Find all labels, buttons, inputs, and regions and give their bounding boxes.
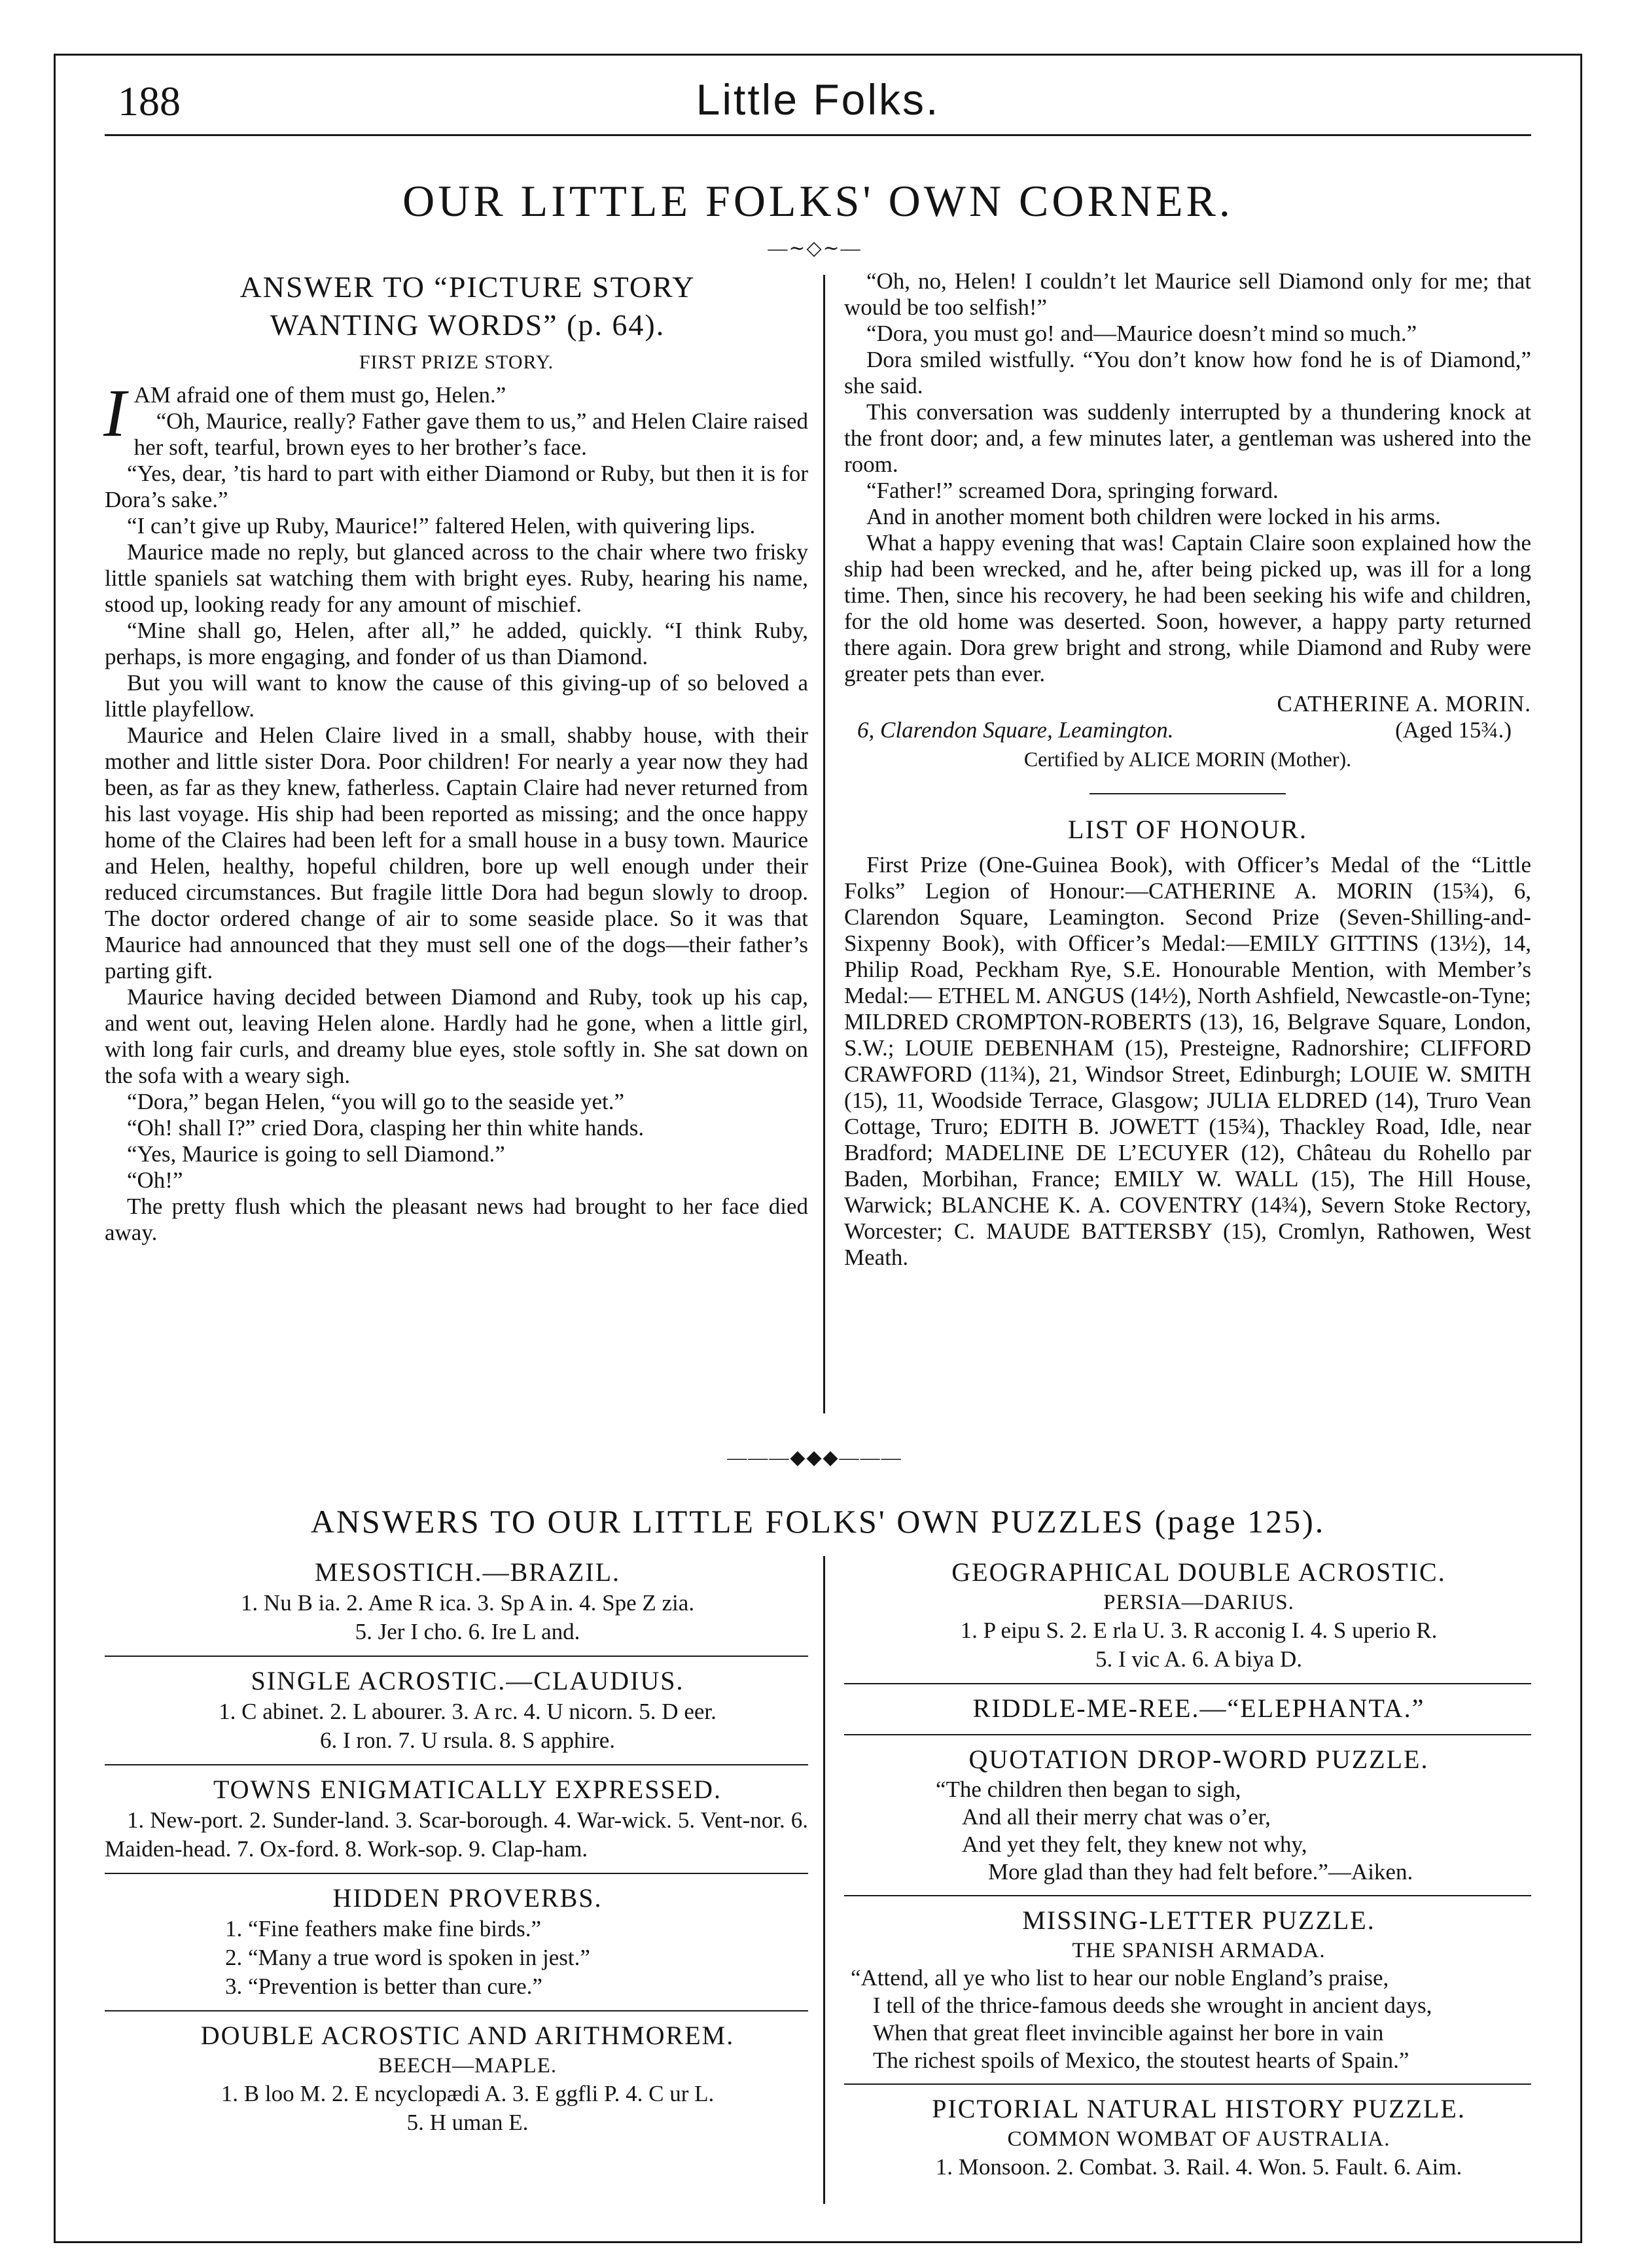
page-number: 188 <box>118 78 181 124</box>
puzzle-title: MESOSTICH.—BRAZIL. <box>314 1557 621 1587</box>
story-paragraph: “Mine shall go, Helen, after all,” he added, quickly. “I think Ruby, perhaps, is more engaging, and fonder of us than Diamond. <box>105 618 808 669</box>
story-paragraph: “I can’t give up Ruby, Maurice!” faltered Helen, with quivering lips. <box>127 513 756 539</box>
puzzle-rule <box>844 1683 1531 1684</box>
story-paragraph: “Father!” screamed Dora, springing forward. <box>866 478 1279 503</box>
verse-line: And all their merry chat was o’er, <box>962 1804 1271 1830</box>
story-author: CATHERINE A. MORIN. <box>1277 691 1531 717</box>
puzzle-rule <box>105 1656 808 1657</box>
story-address-line <box>844 717 1531 743</box>
puzzle-title: GEOGRAPHICAL DOUBLE ACROSTIC. <box>951 1557 1446 1587</box>
section-title: OUR LITTLE FOLKS' OWN CORNER. <box>402 176 1233 226</box>
story-paragraph: And in another moment both children were locked in his arms. <box>866 504 1441 529</box>
header-rule <box>105 134 1531 136</box>
puzzle-rule <box>844 1734 1531 1735</box>
story-paragraph: Maurice having decided between Diamond and Ruby, took up his cap, and went out, leaving Helen alone. Hardly had he gone, when a little girl, with long fair curls, and dreamy blue eyes, stole softly in. She sat down on the sofa with a weary sigh. <box>105 984 808 1088</box>
story-paragraph: But you will want to know the cause of this giving-up of so beloved a little playfellow. <box>105 670 808 722</box>
story-paragraph: What a happy evening that was! Captain Claire soon explained how the ship had been wrecked, and he, after being picked up, was ill for a long time. Then, since his recovery, he had been seeking his wife and children, for the old home was deserted. Soon, however, a happy party returned there again. Dora grew bright and strong, while Diamond and Ruby were greater pets than ever. <box>844 530 1531 686</box>
puzzle-rule <box>105 1764 808 1765</box>
verse-line: The richest spoils of Mexico, the stoutest hearts of Spain.” <box>873 2047 1409 2073</box>
puzzle-answer: 5. Jer I cho. 6. Ire L and. <box>355 1619 580 1644</box>
story-age: (Aged 15¾.) <box>1395 717 1512 743</box>
puzzle-subtitle: THE SPANISH ARMADA. <box>1072 1939 1326 1962</box>
puzzle-subtitle: COMMON WOMBAT OF AUSTRALIA. <box>1007 2127 1391 2151</box>
story-right-column <box>844 268 1531 1271</box>
section-divider-ornament: ———◆◆◆——— <box>727 1447 902 1468</box>
verse-line: More glad than they had felt before.”—Aiken. <box>988 1859 1413 1885</box>
story-paragraph: “Dora,” began Helen, “you will go to the seaside yet.” <box>127 1089 625 1114</box>
verse-line: I tell of the thrice-famous deeds she wrought in ancient days, <box>873 1993 1432 2018</box>
drop-cap: I <box>103 376 126 451</box>
answers-right-column <box>844 1556 1531 2182</box>
puzzle-answer: 1. B loo M. 2. E ncyclopædi A. 3. E ggfli P. 4. C ur L. <box>221 2081 715 2106</box>
title-ornament: —∼◇∼— <box>768 238 862 259</box>
puzzle-title: QUOTATION DROP-WORD PUZZLE. <box>968 1745 1429 1774</box>
puzzle-answer: 5. H uman E. <box>406 2110 529 2135</box>
puzzle-title: DOUBLE ACROSTIC AND ARITHMOREM. <box>200 2021 735 2050</box>
puzzle-subtitle: PERSIA—DARIUS. <box>1103 1591 1294 1614</box>
puzzle-answer: 1. P eipu S. 2. E rla U. 3. R acconig I. 4. S uperio R. <box>960 1618 1438 1643</box>
story-paragraph: “Oh, no, Helen! I couldn’t let Maurice sell Diamond only for me; that would be too selfish!” <box>844 268 1531 320</box>
puzzle-answer: 2. “Many a true word is spoken in jest.” <box>225 1945 590 1970</box>
column-divider-top <box>823 275 825 1413</box>
story-address: 6, Clarendon Square, Leamington. <box>857 717 1174 743</box>
puzzle-answer: 6. I ron. 7. U rsula. 8. S apphire. <box>319 1728 616 1753</box>
honour-heading: LIST OF HONOUR. <box>1068 815 1307 844</box>
story-paragraph: Maurice and Helen Claire lived in a small, shabby house, with their mother and little sister Dora. Poor children! For nearly a year now they had been, as far as they knew, fatherless. Captain Claire had never returned from his last voyage. His ship had been reported as missing; and the once happy home of the Claires had been left for a small house in a busy town. Maurice and Helen, healthy, hopeful children, bore up well enough under their reduced circumstances. But fragile little Dora had begun slowly to droop. The doctor ordered change of air to some seaside place. So it was that Maurice had announced that they must sell one of the dogs—their father’s parting gift. <box>105 722 808 983</box>
answers-heading: ANSWERS TO OUR LITTLE FOLKS' OWN PUZZLES (page 125). <box>310 1503 1326 1540</box>
story-paragraph: AM afraid one of them must go, Helen.” <box>133 382 506 408</box>
verse-line: “The children then began to sigh, <box>936 1777 1241 1802</box>
puzzle-rule <box>105 2010 808 2011</box>
story-left-column <box>105 268 808 1246</box>
page-header <box>105 73 1531 132</box>
story-heading-line1: ANSWER TO “PICTURE STORY <box>239 270 696 304</box>
story-heading-line2: WANTING WORDS” (p. 64). <box>270 308 665 342</box>
puzzle-title: RIDDLE-ME-REE.—“ELEPHANTA.” <box>972 1693 1425 1723</box>
verse-line: And yet they felt, they knew not why, <box>962 1832 1307 1857</box>
puzzle-answer: 3. “Prevention is better than cure.” <box>225 1974 542 1999</box>
verse-line: When that great fleet invincible against her bore in vain <box>873 2020 1384 2046</box>
story-paragraph: “Yes, Maurice is going to sell Diamond.” <box>127 1141 505 1167</box>
puzzle-subtitle: BEECH—MAPLE. <box>378 2054 558 2078</box>
story-subheading: FIRST PRIZE STORY. <box>359 351 554 373</box>
puzzle-answer: 1. New-port. 2. Sunder-land. 3. Scar-borough. 4. War-wick. 5. Vent-nor. 6. Maiden-head. 7. Ox-ford. 8. Work-sop. 9. Clap-ham. <box>105 1807 808 1862</box>
story-paragraph: “Oh, Maurice, really? Father gave them to us,” and Helen Claire raised her soft, tearful, brown eyes to her brother’s face. <box>133 408 808 460</box>
puzzle-title: SINGLE ACROSTIC.—CLAUDIUS. <box>251 1666 684 1695</box>
puzzle-rule <box>105 1873 808 1874</box>
story-paragraph: “Oh! shall I?” cried Dora, clasping her thin white hands. <box>127 1115 645 1141</box>
honour-rule <box>1090 793 1286 794</box>
puzzle-answer: 5. I vic A. 6. A biya D. <box>1095 1646 1302 1672</box>
puzzle-answer: 1. “Fine feathers make fine birds.” <box>225 1916 542 1941</box>
story-paragraph: Dora smiled wistfully. “You don’t know how fond he is of Diamond,” she said. <box>844 347 1531 399</box>
story-paragraph: The pretty flush which the pleasant news had brought to her face died away. <box>105 1194 808 1245</box>
story-paragraph: “Oh!” <box>127 1167 183 1193</box>
honour-list: First Prize (One-Guinea Book), with Officer’s Medal of the “Little Folks” Legion of Honour:—CATHERINE A. MORIN (15¾), 6, Clarendon Square, Leamington. Second Prize (Seven-Shilling-and-Sixpenny Book), with Officer’s Medal:—EMILY GITTINS (13½), 14, Philip Road, Peckham Rye, S.E. Honourable Mention, with Member’s Medal:— ETHEL M. ANGUS (14½), North Ashfield, Newcastle-on-Tyne; MILDRED CROMPTON-ROBERTS (13), 16, Belgrave Square, London, S.W.; LOUIE DEBENHAM (15), Presteigne, Radnorshire; CLIFFORD CRAWFORD (11¾), 21, Windsor Street, Edinburgh; LOUIE W. SMITH (15), 11, Woodside Terrace, Glasgow; JULIA ELDRED (14), Truro Vean Cottage, Truro; EDITH B. JOWETT (15¾), Thackley Road, Idle, near Bradford; MADELINE DE L’ECUYER (12), Château du Rohello par Baden, Morbihan, France; EMILY W. WALL (15), The Hill House, Warwick; BLANCHE K. A. COVENTRY (14¾), Severn Stoke Rectory, Worcester; C. MAUDE BATTERSBY (15), Cromlyn, Rathowen, West Meath. <box>844 852 1531 1270</box>
puzzle-answer: 1. C abinet. 2. L abourer. 3. A rc. 4. U nicorn. 5. D eer. <box>219 1699 717 1724</box>
puzzle-title: TOWNS ENIGMATICALLY EXPRESSED. <box>213 1775 722 1804</box>
puzzle-title: HIDDEN PROVERBS. <box>332 1883 603 1913</box>
story-paragraph: “Dora, you must go! and—Maurice doesn’t mind so much.” <box>866 321 1417 346</box>
answers-left-column <box>105 1556 808 2137</box>
story-certified: Certified by ALICE MORIN (Mother). <box>1023 747 1352 771</box>
running-title: Little Folks. <box>696 75 940 124</box>
puzzle-title: MISSING-LETTER PUZZLE. <box>1022 1905 1375 1935</box>
puzzle-rule <box>844 2083 1531 2085</box>
column-divider-bottom <box>823 1556 825 2204</box>
story-paragraph: This conversation was suddenly interrupted by a thundering knock at the front door; and, a few minutes later, a gentleman was ushered into the room. <box>844 399 1531 477</box>
story-paragraph: Maurice made no reply, but glanced across to the chair where two frisky little spaniels sat watching them with bright eyes. Ruby, hearing his name, stood up, looking ready for any amount of mischief. <box>105 539 808 617</box>
puzzle-title: PICTORIAL NATURAL HISTORY PUZZLE. <box>932 2094 1466 2123</box>
puzzle-answer: 1. Monsoon. 2. Combat. 3. Rail. 4. Won. 5. Fault. 6. Aim. <box>935 2154 1462 2180</box>
verse-line: “Attend, all ye who list to hear our noble England’s praise, <box>851 1965 1389 1991</box>
puzzle-rule <box>844 1895 1531 1896</box>
puzzle-answer: 1. Nu B ia. 2. Ame R ica. 3. Sp A in. 4. Spe Z zia. <box>240 1590 695 1616</box>
story-paragraph: “Yes, dear, ’tis hard to part with either Diamond or Ruby, but then it is for Dora’s sake.” <box>105 461 808 512</box>
